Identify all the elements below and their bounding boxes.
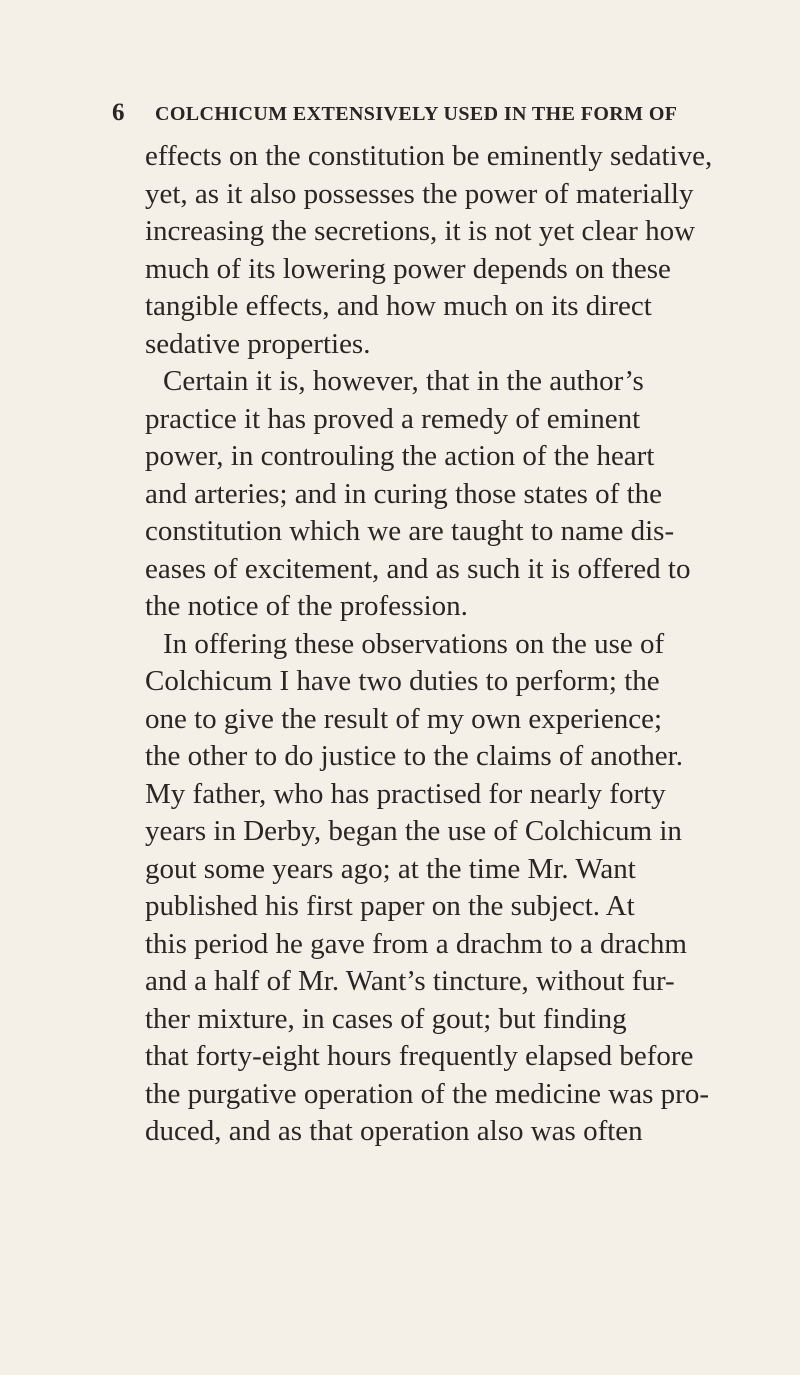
text-line: one to give the result of my own experience; bbox=[145, 702, 663, 735]
text-line: the purgative operation of the medicine was pro- bbox=[145, 1077, 709, 1110]
page-header bbox=[112, 98, 742, 134]
text-line: practice it has proved a remedy of eminent bbox=[145, 402, 641, 435]
text-line: increasing the secretions, it is not yet clear how bbox=[145, 215, 696, 247]
text-line: yet, as it also possesses the power of materially bbox=[145, 177, 694, 210]
text-line: effects on the constitution be eminently sedative, bbox=[145, 140, 713, 172]
text-line: that forty-eight hours frequently elapsed before bbox=[145, 1040, 694, 1072]
page-number: 6 bbox=[112, 99, 125, 126]
paragraph-start-line: Certain it is, however, that in the author’s bbox=[163, 365, 644, 397]
text-line: constitution which we are taught to name dis- bbox=[145, 515, 675, 547]
text-line: ther mixture, in cases of gout; but finding bbox=[145, 1002, 627, 1035]
text-line: and a half of Mr. Want’s tincture, without fur- bbox=[145, 965, 675, 997]
text-line: gout some years ago; at the time Mr. Want bbox=[145, 852, 636, 885]
text-line: power, in controuling the action of the heart bbox=[145, 440, 655, 472]
text-line: sedative properties. bbox=[145, 327, 371, 360]
text-line: the other to do justice to the claims of another. bbox=[145, 740, 683, 772]
text-line: published his first paper on the subject. At bbox=[145, 890, 635, 922]
text-line: years in Derby, began the use of Colchicum in bbox=[145, 815, 682, 847]
running-head: COLCHICUM EXTENSIVELY USED IN THE FORM OF bbox=[155, 103, 678, 125]
text-line: and arteries; and in curing those states of the bbox=[145, 477, 663, 510]
text-line: the notice of the profession. bbox=[145, 590, 468, 622]
paragraph-start-line: In offering these observations on the use of bbox=[163, 627, 665, 660]
body-text bbox=[145, 138, 775, 1151]
text-line: this period he gave from a drachm to a drachm bbox=[145, 927, 687, 960]
text-line: tangible effects, and how much on its direct bbox=[145, 290, 652, 322]
text-line: eases of excitement, and as such it is offered to bbox=[145, 552, 691, 585]
text-line: Colchicum I have two duties to perform; the bbox=[145, 665, 660, 697]
text-line: My father, who has practised for nearly forty bbox=[145, 777, 666, 810]
text-line: duced, and as that operation also was often bbox=[145, 1115, 643, 1147]
text-line: much of its lowering power depends on these bbox=[145, 252, 671, 285]
